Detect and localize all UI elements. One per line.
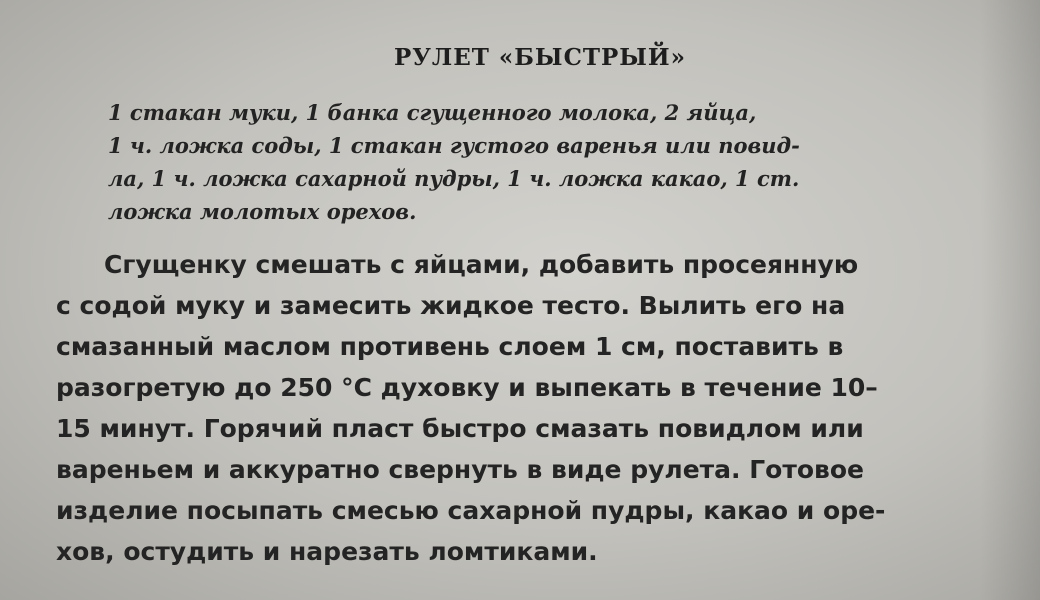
instructions-line: смазанный маслом противень слоем 1 см, поставить в <box>56 332 844 361</box>
ingredients-line: ла, 1 ч. ложка сахарной пудры, 1 ч. ложка какао, 1 ст. <box>108 166 800 191</box>
recipe-title-text: РУЛЕТ «БЫСТРЫЙ» <box>393 44 687 71</box>
instructions-line: разогретую до 250 °С духовку и выпекать в течение 10– <box>56 373 878 402</box>
instructions-line: с содой муку и замесить жидкое тесто. Вылить его на <box>56 291 846 320</box>
instructions-block <box>56 244 1006 572</box>
instructions-line: вареньем и аккуратно свернуть в виде рулета. Готовое <box>56 455 864 484</box>
ingredients-line: ложка молотых орехов. <box>108 199 417 224</box>
instructions-line: Сгущенку смешать с яйцами, добавить просеянную <box>104 250 859 279</box>
recipe-title <box>0 44 1040 71</box>
ingredients-block <box>108 96 948 228</box>
instructions-line: хов, остудить и нарезать ломтиками. <box>56 537 598 566</box>
ingredients-line: 1 стакан муки, 1 банка сгущенного молока, 2 яйца, <box>108 100 757 125</box>
instructions-line: изделие посыпать смесью сахарной пудры, какао и оре- <box>56 496 886 525</box>
ingredients-line: 1 ч. ложка соды, 1 стакан густого варенья или повид- <box>108 133 800 158</box>
instructions-line: 15 минут. Горячий пласт быстро смазать повидлом или <box>56 414 864 443</box>
